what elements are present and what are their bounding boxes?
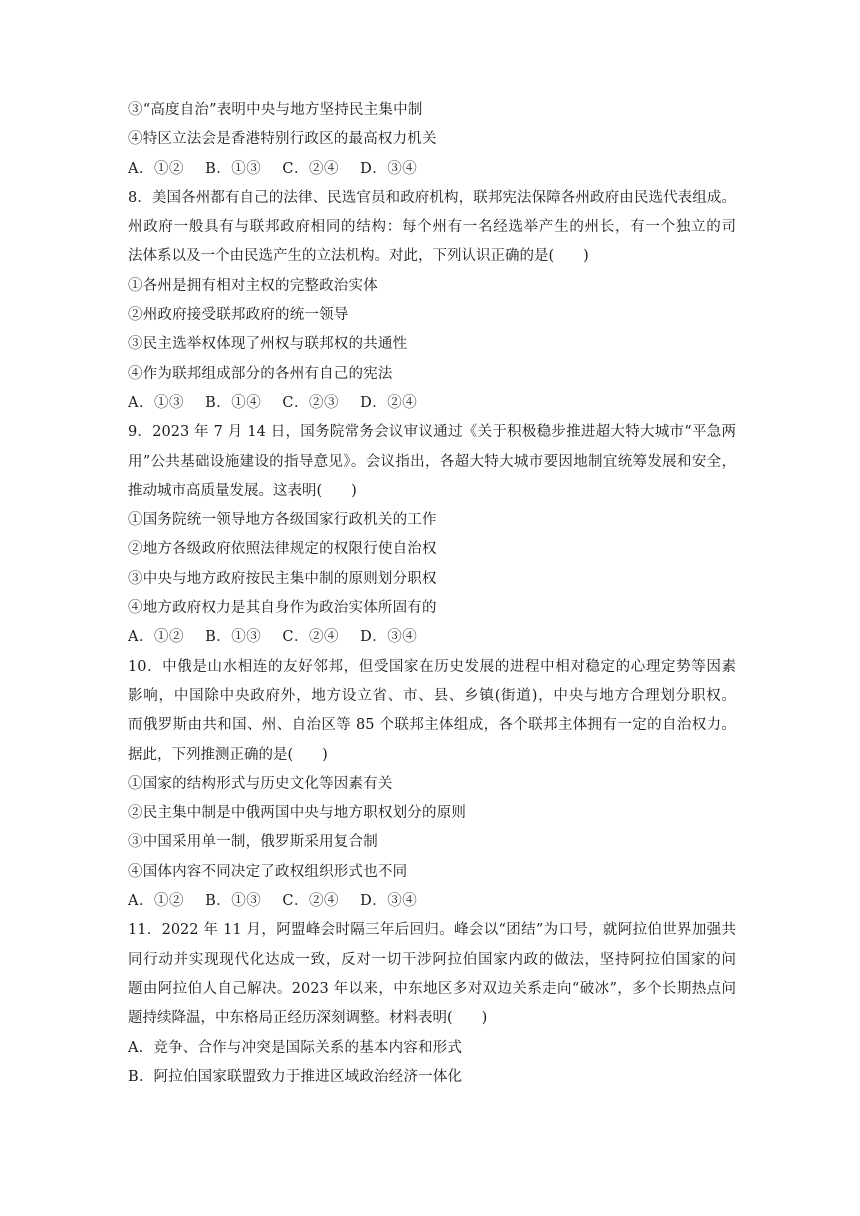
- option-line: ②民主集中制是中俄两国中央与地方职权划分的原则: [128, 805, 467, 822]
- answer-choices: [128, 159, 736, 179]
- answer-choice-c[interactable]: C．②④: [282, 629, 339, 646]
- option-line: ②地方各级政府依照法律规定的权限行使自治权: [128, 541, 437, 558]
- option-line: ④地方政府权力是其自身作为政治实体所固有的: [128, 600, 437, 617]
- stem-line: 法体系以及一个由民选产生的立法机构。对此，下列认识正确的是( ): [128, 248, 589, 265]
- question-11: [128, 920, 736, 1086]
- answer-choice-a[interactable]: A．①②: [128, 893, 184, 910]
- option-line: ②州政府接受联邦政府的统一领导: [128, 307, 349, 324]
- stem-line: 题由阿拉伯人自己解决。2023 年以来，中东地区多对双边关系走向“破冰”，多个长期热点问: [128, 980, 736, 997]
- option-line: ③民主选举权体现了州权与联邦权的共通性: [128, 336, 408, 353]
- option-line: ④特区立法会是香港特别行政区的最高权力机关: [128, 131, 437, 148]
- answer-choice-d[interactable]: D．②④: [360, 394, 418, 411]
- question-stem: [128, 920, 736, 1028]
- answer-choices: [128, 627, 736, 647]
- answer-choice-d[interactable]: D．③④: [360, 893, 418, 910]
- stem-line: 影响，中国除中央政府外，地方设立省、市、县、乡镇(街道)，中央与地方合理划分职权。: [128, 687, 736, 704]
- option-line: ①各州是拥有相对主权的完整政治实体: [128, 277, 378, 294]
- answer-choice-c[interactable]: C．②④: [282, 160, 339, 177]
- exam-page: [128, 100, 736, 1096]
- answer-choices: [128, 891, 736, 911]
- option-line: ④国体内容不同决定了政权组织形式也不同: [128, 863, 408, 880]
- stem-line: 用”公共基础设施建设的指导意见》。会议指出，各超大特大城市要因地制宜统筹发展和安全，: [128, 453, 736, 470]
- option-line: ③中国采用单一制，俄罗斯采用复合制: [128, 834, 378, 851]
- question-10: [128, 657, 736, 911]
- answer-choice-c[interactable]: C．②④: [282, 893, 339, 910]
- answer-choice-d[interactable]: D．③④: [360, 160, 418, 177]
- question-8: [128, 188, 736, 413]
- option-line: ①国务院统一领导地方各级国家行政机关的工作: [128, 512, 437, 529]
- option-line: ③“高度自治”表明中央与地方坚持民主集中制: [128, 102, 423, 118]
- option-line: ④作为联邦组成部分的各州有自己的宪法: [128, 365, 393, 382]
- stem-line: 11．2022 年 11 月，阿盟峰会时隔三年后回归。峰会以“团结”为口号，就阿拉伯世界加强共: [128, 922, 736, 939]
- answer-choice-b[interactable]: B．①③: [205, 629, 262, 646]
- stem-line: 推动城市高质量发展。这表明( ): [128, 482, 357, 499]
- answer-choices: [128, 393, 736, 413]
- stem-line: 而俄罗斯由共和国、州、自治区等 85 个联邦主体组成，各个联邦主体拥有一定的自治权力。: [128, 717, 736, 734]
- answer-choice-b[interactable]: B．①④: [205, 394, 262, 411]
- option-line: ①国家的结构形式与历史文化等因素有关: [128, 775, 393, 792]
- stem-line: 据此，下列推测正确的是( ): [128, 746, 328, 763]
- option-line: ③中央与地方政府按民主集中制的原则划分职权: [128, 570, 437, 587]
- stem-line: 同行动并实现现代化达成一致，反对一切干涉阿拉伯国家内政的做法，坚持阿拉伯国家的问: [128, 951, 736, 968]
- question-stem: [128, 657, 736, 765]
- answer-choice-b[interactable]: B．①③: [205, 160, 262, 177]
- stem-line: 10．中俄是山水相连的友好邻邦，但受国家在历史发展的进程中相对稳定的心理定势等因素: [128, 658, 736, 675]
- answer-option-b[interactable]: B．阿拉伯国家联盟致力于推进区域政治经济一体化: [128, 1068, 463, 1085]
- answer-choice-b[interactable]: B．①③: [205, 893, 262, 910]
- answer-option-a[interactable]: A．竞争、合作与冲突是国际关系的基本内容和形式: [128, 1039, 463, 1056]
- answer-choice-a[interactable]: A．①②: [128, 629, 184, 646]
- answer-choice-a[interactable]: A．①③: [128, 394, 184, 411]
- stem-line: 州政府一般具有与联邦政府相同的结构：每个州有一名经选举产生的州长，有一个独立的司: [128, 219, 736, 236]
- question-stem: [128, 188, 736, 267]
- answer-choice-a[interactable]: A．①②: [128, 160, 184, 177]
- answer-choice-c[interactable]: C．②③: [282, 394, 339, 411]
- question-stem: [128, 422, 736, 501]
- question-9: [128, 422, 736, 647]
- stem-line: 8．美国各州都有自己的法律、民选官员和政府机构，联邦宪法保障各州政府由民选代表组成。: [128, 189, 736, 206]
- stem-line: 题持续降温，中东格局正经历深刻调整。材料表明( ): [128, 1010, 488, 1027]
- question-7-tail: [128, 100, 736, 179]
- stem-line: 9．2023 年 7 月 14 日，国务院常务会议审议通过《关于积极稳步推进超大特大城市“平急两: [128, 424, 736, 441]
- answer-choice-d[interactable]: D．③④: [360, 629, 418, 646]
